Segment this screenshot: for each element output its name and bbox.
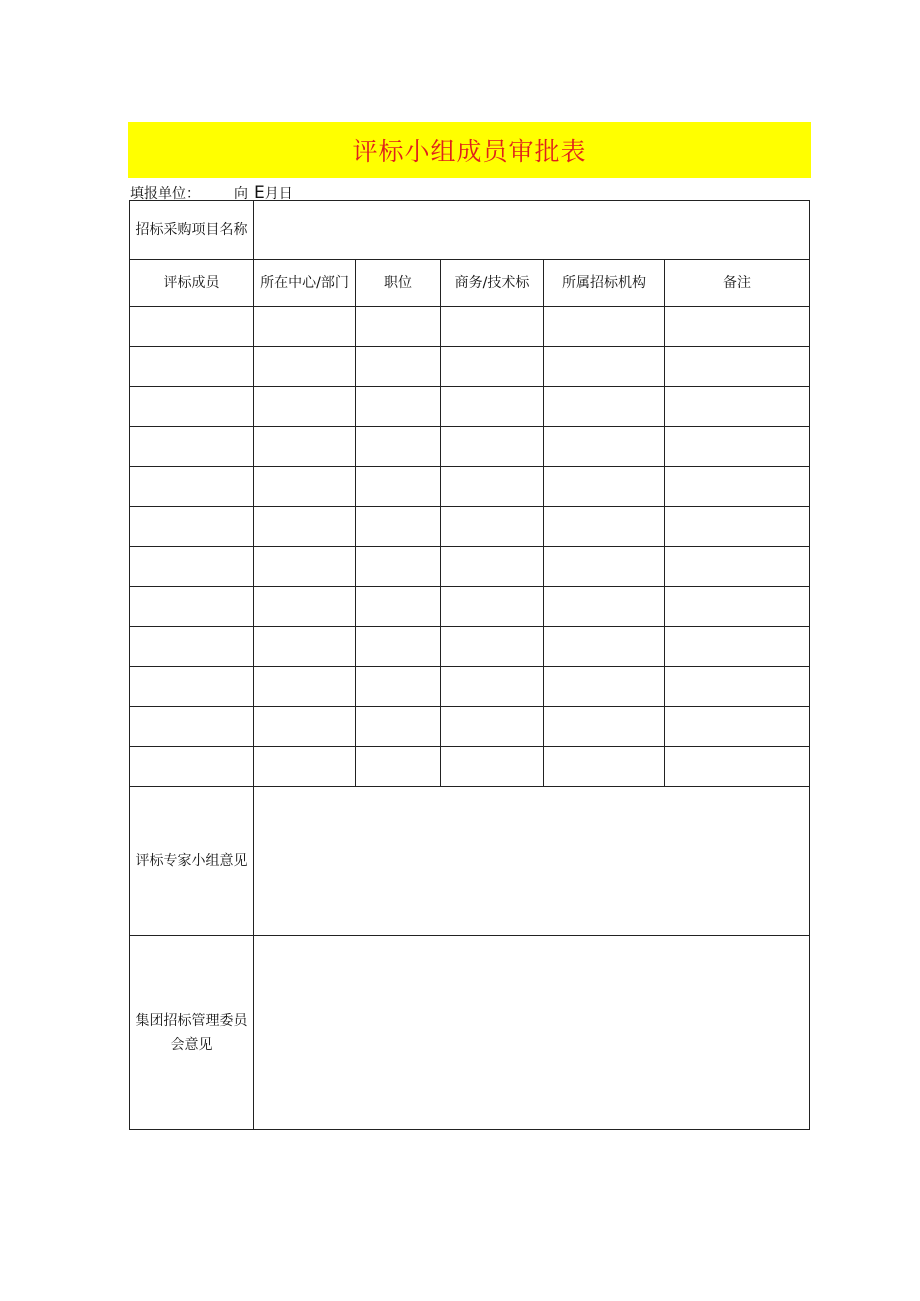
cell-remarks[interactable] [665,627,810,667]
cell-department[interactable] [254,507,356,547]
cell-agency[interactable] [544,587,665,627]
cell-department[interactable] [254,427,356,467]
cell-position[interactable] [356,387,441,427]
cell-remarks[interactable] [665,547,810,587]
cell-remarks[interactable] [665,587,810,627]
cell-department[interactable] [254,627,356,667]
cell-bid-type[interactable] [441,667,544,707]
cell-bid-type[interactable] [441,427,544,467]
cell-remarks[interactable] [665,427,810,467]
cell-position[interactable] [356,747,441,787]
header-remarks: 备注 [665,260,810,307]
project-name-label: 招标采购项目名称 [130,201,254,260]
cell-bid-type[interactable] [441,747,544,787]
fill-unit-label: 填报单位： [130,186,200,202]
cell-agency[interactable] [544,547,665,587]
header-department: 所在中心/部门 [254,260,356,307]
cell-member[interactable] [130,667,254,707]
cell-agency[interactable] [544,347,665,387]
cell-member[interactable] [130,427,254,467]
fill-date-month: E [254,183,265,203]
cell-member[interactable] [130,467,254,507]
column-header-row [130,260,810,307]
cell-member[interactable] [130,307,254,347]
approval-form-table [129,200,810,1130]
table-row [130,467,810,507]
committee-opinion-label [130,936,254,1130]
project-name-field[interactable] [254,201,810,260]
header-agency: 所属招标机构 [544,260,665,307]
cell-position[interactable] [356,307,441,347]
cell-agency[interactable] [544,747,665,787]
expert-opinion-row [130,787,810,936]
table-row [130,507,810,547]
cell-agency[interactable] [544,467,665,507]
cell-member[interactable] [130,587,254,627]
cell-department[interactable] [254,667,356,707]
cell-remarks[interactable] [665,667,810,707]
cell-bid-type[interactable] [441,507,544,547]
table-row [130,427,810,467]
table-row [130,387,810,427]
cell-position[interactable] [356,507,441,547]
cell-bid-type[interactable] [441,467,544,507]
cell-bid-type[interactable] [441,627,544,667]
table-row [130,307,810,347]
table-row [130,667,810,707]
cell-bid-type[interactable] [441,587,544,627]
cell-member[interactable] [130,347,254,387]
committee-opinion-label-line2: 会意见 [170,1036,213,1053]
cell-department[interactable] [254,387,356,427]
table-row [130,347,810,387]
committee-opinion-field[interactable] [254,936,810,1130]
cell-department[interactable] [254,587,356,627]
cell-remarks[interactable] [665,707,810,747]
cell-bid-type[interactable] [441,707,544,747]
committee-opinion-label-line1: 集团招标管理委员 [135,1012,248,1029]
header-member: 评标成员 [130,260,254,307]
project-row [130,201,810,260]
cell-agency[interactable] [544,707,665,747]
table-row [130,627,810,667]
cell-department[interactable] [254,347,356,387]
cell-agency[interactable] [544,667,665,707]
cell-member[interactable] [130,627,254,667]
cell-position[interactable] [356,707,441,747]
fill-date-year: 向 [234,186,248,202]
cell-member[interactable] [130,387,254,427]
cell-remarks[interactable] [665,307,810,347]
cell-department[interactable] [254,547,356,587]
cell-member[interactable] [130,707,254,747]
cell-member[interactable] [130,747,254,787]
cell-position[interactable] [356,347,441,387]
header-position: 职位 [356,260,441,307]
cell-member[interactable] [130,507,254,547]
cell-bid-type[interactable] [441,347,544,387]
cell-department[interactable] [254,747,356,787]
form-title: 评标小组成员审批表 [352,137,587,166]
cell-department[interactable] [254,307,356,347]
cell-position[interactable] [356,667,441,707]
cell-remarks[interactable] [665,467,810,507]
cell-bid-type[interactable] [441,387,544,427]
table-row [130,587,810,627]
cell-position[interactable] [356,587,441,627]
expert-opinion-field[interactable] [254,787,810,936]
expert-opinion-label: 评标专家小组意见 [130,787,254,936]
cell-agency[interactable] [544,507,665,547]
cell-remarks[interactable] [665,747,810,787]
cell-remarks[interactable] [665,347,810,387]
cell-bid-type[interactable] [441,307,544,347]
cell-agency[interactable] [544,307,665,347]
cell-position[interactable] [356,547,441,587]
cell-remarks[interactable] [665,387,810,427]
table-row [130,747,810,787]
cell-remarks[interactable] [665,507,810,547]
cell-position[interactable] [356,427,441,467]
title-band [128,122,811,178]
committee-opinion-row [130,936,810,1130]
cell-bid-type[interactable] [441,547,544,587]
cell-member[interactable] [130,547,254,587]
cell-department[interactable] [254,707,356,747]
cell-position[interactable] [356,467,441,507]
table-row [130,547,810,587]
table-row [130,707,810,747]
cell-position[interactable] [356,627,441,667]
header-bid-type: 商务/技术标 [441,260,544,307]
cell-agency[interactable] [544,387,665,427]
fill-date-day: 月日 [264,186,293,202]
cell-agency[interactable] [544,427,665,467]
cell-agency[interactable] [544,627,665,667]
cell-department[interactable] [254,467,356,507]
